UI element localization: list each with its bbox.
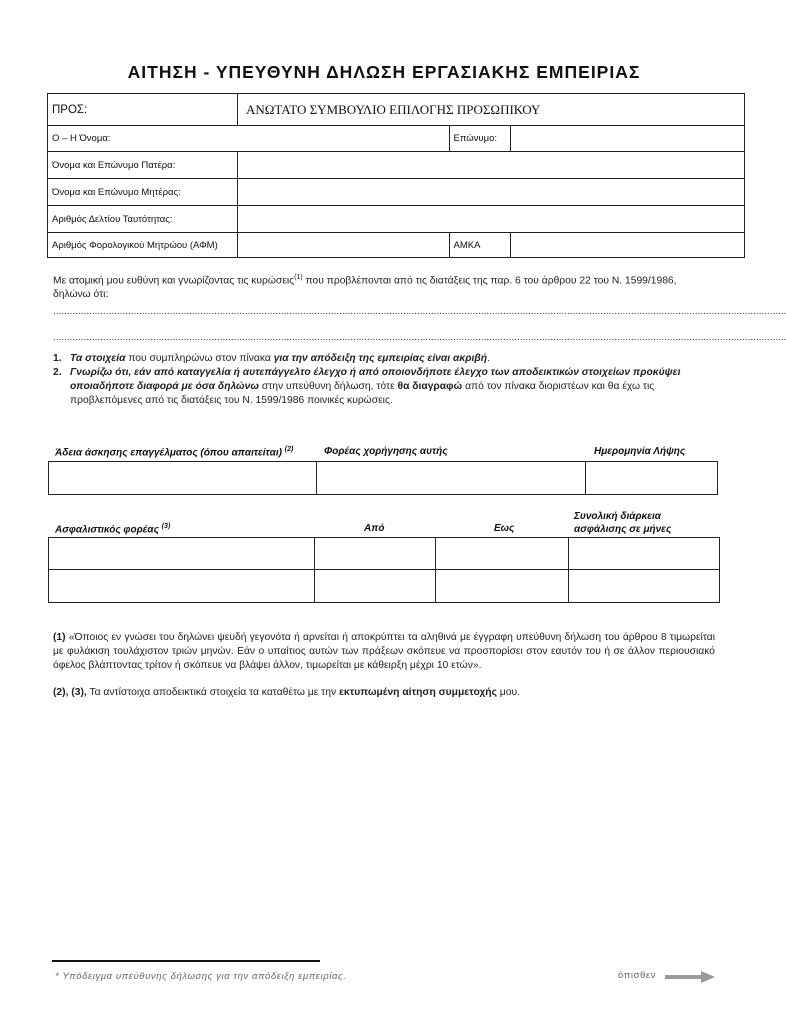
from-field-row2[interactable]	[315, 570, 435, 601]
note-2: (2), (3), Τα αντίστοιχα αποδεικτικά στοιχεία τα καταθέτω με την εκτυπωμένη αίτηση συμμετοχής μου.	[53, 687, 520, 698]
duration-field-row2[interactable]	[569, 570, 718, 601]
to-field-row2[interactable]	[436, 570, 568, 601]
amka-field[interactable]	[511, 233, 745, 258]
footer-rule	[52, 960, 320, 962]
insurer-field-row1[interactable]	[49, 538, 314, 569]
footer-note: * Υπόδειγμα υπεύθυνης δήλωσης για την απόδειξη εμπειρίας.	[55, 971, 347, 982]
to-label-cell: ΠΡΟΣ:	[48, 94, 238, 126]
issuer-col-header: Φορέας χορήγησης αυτής	[324, 446, 448, 457]
last-name-label-cell: Επώνυμο:	[449, 126, 511, 152]
declaration-item-2: 2. Γνωρίζω ότι, εάν από καταγγελία ή αυτεπάγγελτο έλεγχο ή από οποιονδήποτε έλεγχο των αποδεικτικών στοιχείων προκύψει οποιαδήποτε διαφορά με όσα δηλώνω στην υπεύθυνη δήλωση, τότε θα διαγραφώ από τον πίνακα διοριστέων και θα έχω τις προβλεπόμενες από τις διατάξεις του Ν. 1599/1986 ποινικές κυρώσεις.	[53, 367, 681, 406]
declaration-item-1: 1. Τα στοιχεία που συμπληρώνω στον πίνακα για την απόδειξη της εμπειρίας είναι ακριβή.	[53, 353, 490, 364]
from-field-row1[interactable]	[315, 538, 435, 569]
first-name-field[interactable]	[48, 126, 450, 152]
father-label-cell: Όνομα και Επώνυμο Πατέρα:	[48, 152, 238, 179]
date-col-header: Ημερομηνία Λήψης	[594, 446, 686, 457]
page-title: ΑΙΤΗΣΗ - ΥΠΕΥΘΥΝΗ ΔΗΛΩΣΗ ΕΡΓΑΣΙΑΚΗΣ ΕΜΠΕΙΡΙΑΣ	[127, 62, 641, 82]
to-col-header: Εως	[494, 523, 515, 534]
first-name-label: Ο – Η Όνομα:	[52, 133, 111, 144]
insurer-col-header: Ασφαλιστικός φορέας $^{(3)}$	[55, 523, 171, 536]
license-field[interactable]	[49, 462, 316, 493]
mother-name-field[interactable]	[237, 179, 744, 206]
father-name-field[interactable]	[237, 152, 744, 179]
to-field-row1[interactable]	[436, 538, 568, 569]
last-name-field[interactable]	[511, 126, 745, 152]
note-1: (1) «Όποιος εν γνώσει του δηλώνει ψευδή γεγονότα ή αρνείται ή αποκρύπτει τα αληθινά με έγγραφη υπεύθυνη δήλωση του άρθρου 8 τιμωρείται με φυλάκιση τουλάχιστον τριών μηνών. Εάν ο υπαίτιος αυτών των πράξεων σκόπευε να προσπορίσει στον εαυτόν του ή σε άλλον περιουσιακό όφελος βλάπτοντας τρίτον ή σκόπευε να βλάψει άλλον, τιμωρείται με κάθειρξη μέχρι 10 ετών».	[53, 632, 715, 671]
duration-col-header: Συνολική διάρκεια ασφάλισης σε μήνες	[574, 511, 672, 535]
intro-paragraph: Με ατομική μου ευθύνη και γνωρίζοντας τις κυρώσεις$^{(1)}$ που προβλέπονται από τις διατάξεις της παρ. 6 του άρθρου 22 του Ν. 1599/1986, δηλώνω ότι:	[53, 274, 677, 301]
declarations-list	[53, 352, 713, 408]
applicant-info-table	[47, 93, 745, 258]
insurer-field-row2[interactable]	[49, 570, 314, 601]
dotted-line-2[interactable]: ........................................................................................................................................................................................................................................................................	[53, 332, 786, 343]
to-value-cell	[237, 94, 744, 126]
from-col-header: Από	[364, 523, 385, 534]
license-col-header: Άδεια άσκησης επαγγέλματος (όπου απαιτείται) $^{(2)}$	[55, 446, 294, 459]
mother-label-cell: Όνομα και Επώνυμο Μητέρας:	[48, 179, 238, 206]
amka-label-cell: ΑΜΚΑ	[449, 233, 511, 258]
duration-field-row1[interactable]	[569, 538, 718, 569]
id-label-cell: Αριθμός Δελτίου Ταυτότητας:	[48, 206, 238, 233]
afm-label-cell: Αριθμός Φορολογικού Μητρώου (ΑΦΜ)	[48, 233, 238, 258]
id-number-field[interactable]	[237, 206, 744, 233]
date-field[interactable]	[586, 462, 716, 493]
next-page-label[interactable]: όπισθεν	[618, 970, 657, 981]
afm-field[interactable]	[237, 233, 449, 258]
issuer-field[interactable]	[317, 462, 585, 493]
arrow-right-icon	[665, 970, 715, 982]
to-value: ΑΝΩΤΑΤΟ ΣΥΜΒΟΥΛΙΟ ΕΠΙΛΟΓΗΣ ΠΡΟΣΩΠΙΚΟΥ	[245, 101, 541, 117]
dotted-line-1[interactable]: ........................................................................................................................................................................................................................................................................	[53, 306, 786, 317]
